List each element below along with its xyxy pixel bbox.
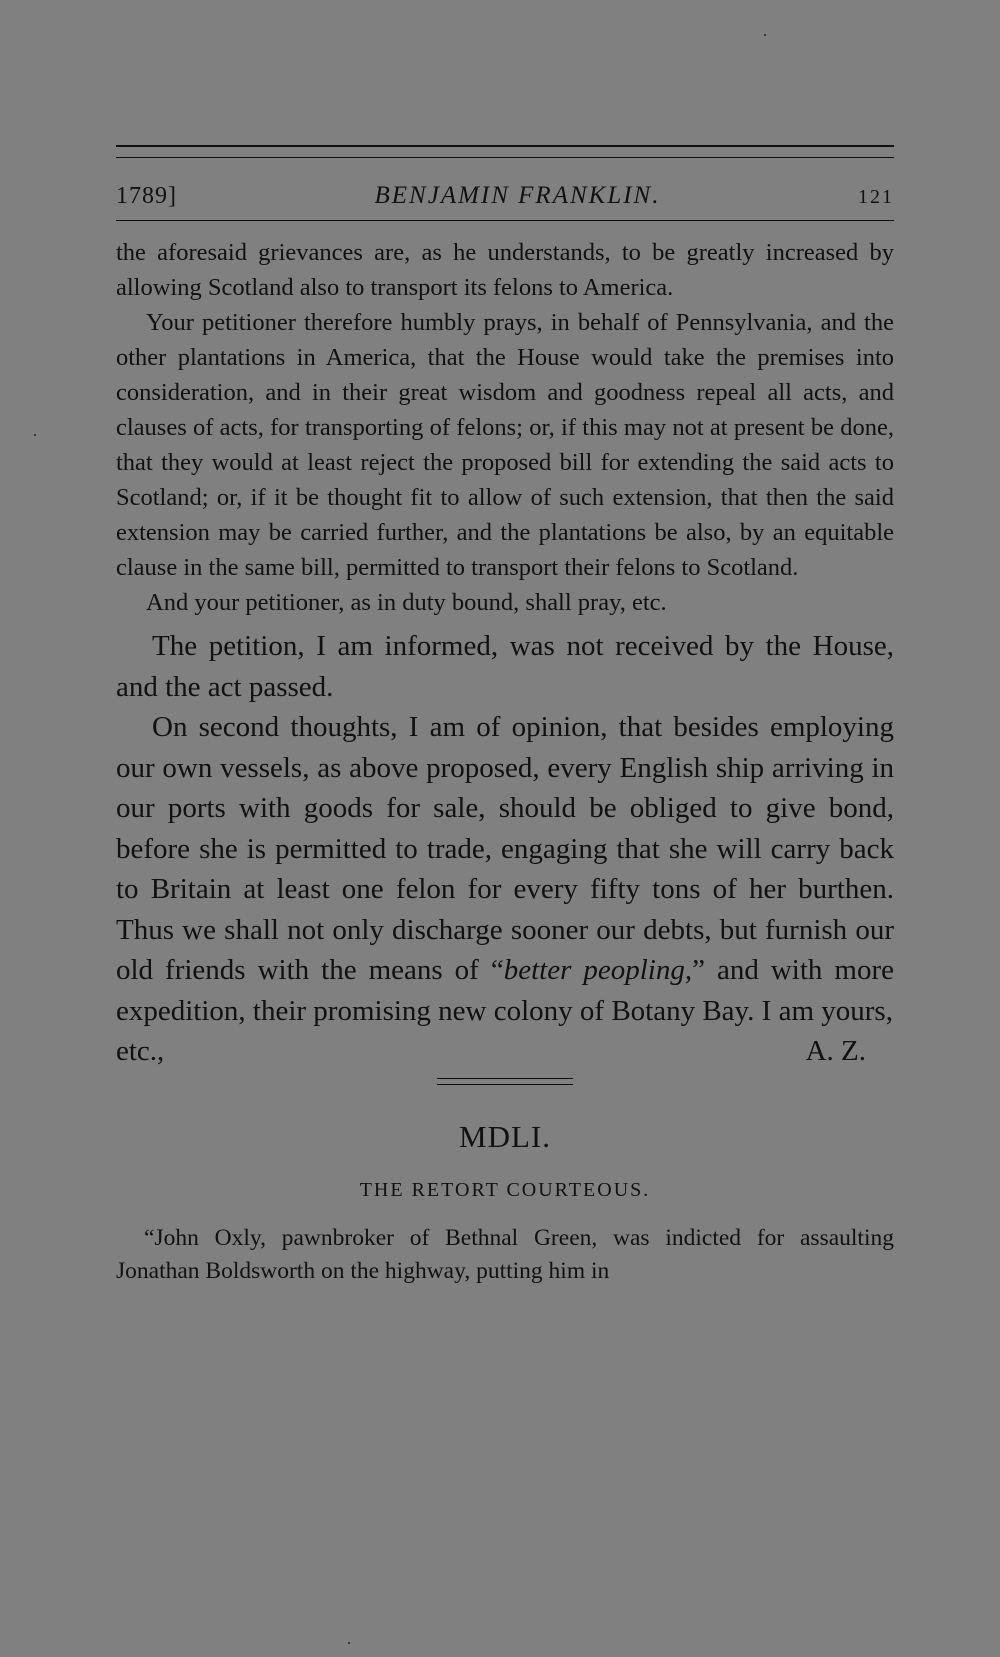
section-subtitle: THE RETORT COURTEOUS. [359,1178,651,1201]
petition-paragraph-2: Your petitioner therefore humbly prays, in behalf of Pennsylvania, and the other plantations in America, that the House would take the premises into consideration, and in their great wisdom and goodness repeal all acts, and clauses of acts, for transporting of felons; or, if this may not at present be done, that they would at least reject the proposed bill for extending the said acts to Scotland; or, if it be thought fit to allow of such extension, that then the said extension may be carried further, and the plantations be also, by an equitable clause in the same bill, permitted to transport their felons to Scotland. [116,309,894,581]
header-rule-top [116,145,894,147]
paper-speck [34,434,36,436]
divider-line-2 [437,1084,573,1085]
signoff-line [116,1031,894,1072]
page-number: 121 [857,186,894,208]
header-year: 1789] [116,183,177,209]
narrative-text [116,626,894,1072]
header-title: BENJAMIN FRANKLIN. [374,182,661,209]
header-double-rule [116,145,894,158]
section-paragraph-1: “John Oxly, pawnbroker of Bethnal Green, was indicted for assaulting Jonathan Boldsworth on the highway, putting him in [116,1224,894,1284]
paper-speck [764,34,766,36]
running-header [116,158,894,220]
petition-paragraph-1: the aforesaid grievances are, as he understands, to be greatly increased by allowing Scotland also to transport its felons to America. [116,239,894,301]
narrative-paragraph-1: The petition, I am informed, was not received by the House, and the act passed. [116,630,894,703]
section-numeral: MDLI. [459,1118,551,1154]
petition-paragraph-3: And your petitioner, as in duty bound, shall pray, etc. [146,589,667,616]
signature: A. Z. [805,1035,866,1067]
book-page [116,145,894,1288]
divider-line-1 [437,1078,573,1079]
paper-speck [348,1642,350,1644]
narrative-text-after: ” and with more expedition, their promising new colony of Botany Bay. I am yours, [116,954,895,1027]
closing-etc: etc., [116,1035,165,1067]
section-divider [437,1078,573,1085]
narrative-italic-phrase: better peopling, [503,954,693,986]
section-body [116,1222,894,1288]
narrative-paragraph-2 [116,707,894,1031]
narrative-text-before: On second thoughts, I am of opinion, that besides employing our own vessels, as above proposed, every English ship arriving in our ports with goods for sale, should be obliged to give bond, before she is permitted to trade, engaging that she will carry back to Britain at least one felon for every fifty tons of her burthen. Thus we shall not only discharge sooner our debts, but furnish our old friends with the means of “ [116,711,894,986]
header-rule-bottom [116,220,894,221]
petition-text [116,235,894,620]
